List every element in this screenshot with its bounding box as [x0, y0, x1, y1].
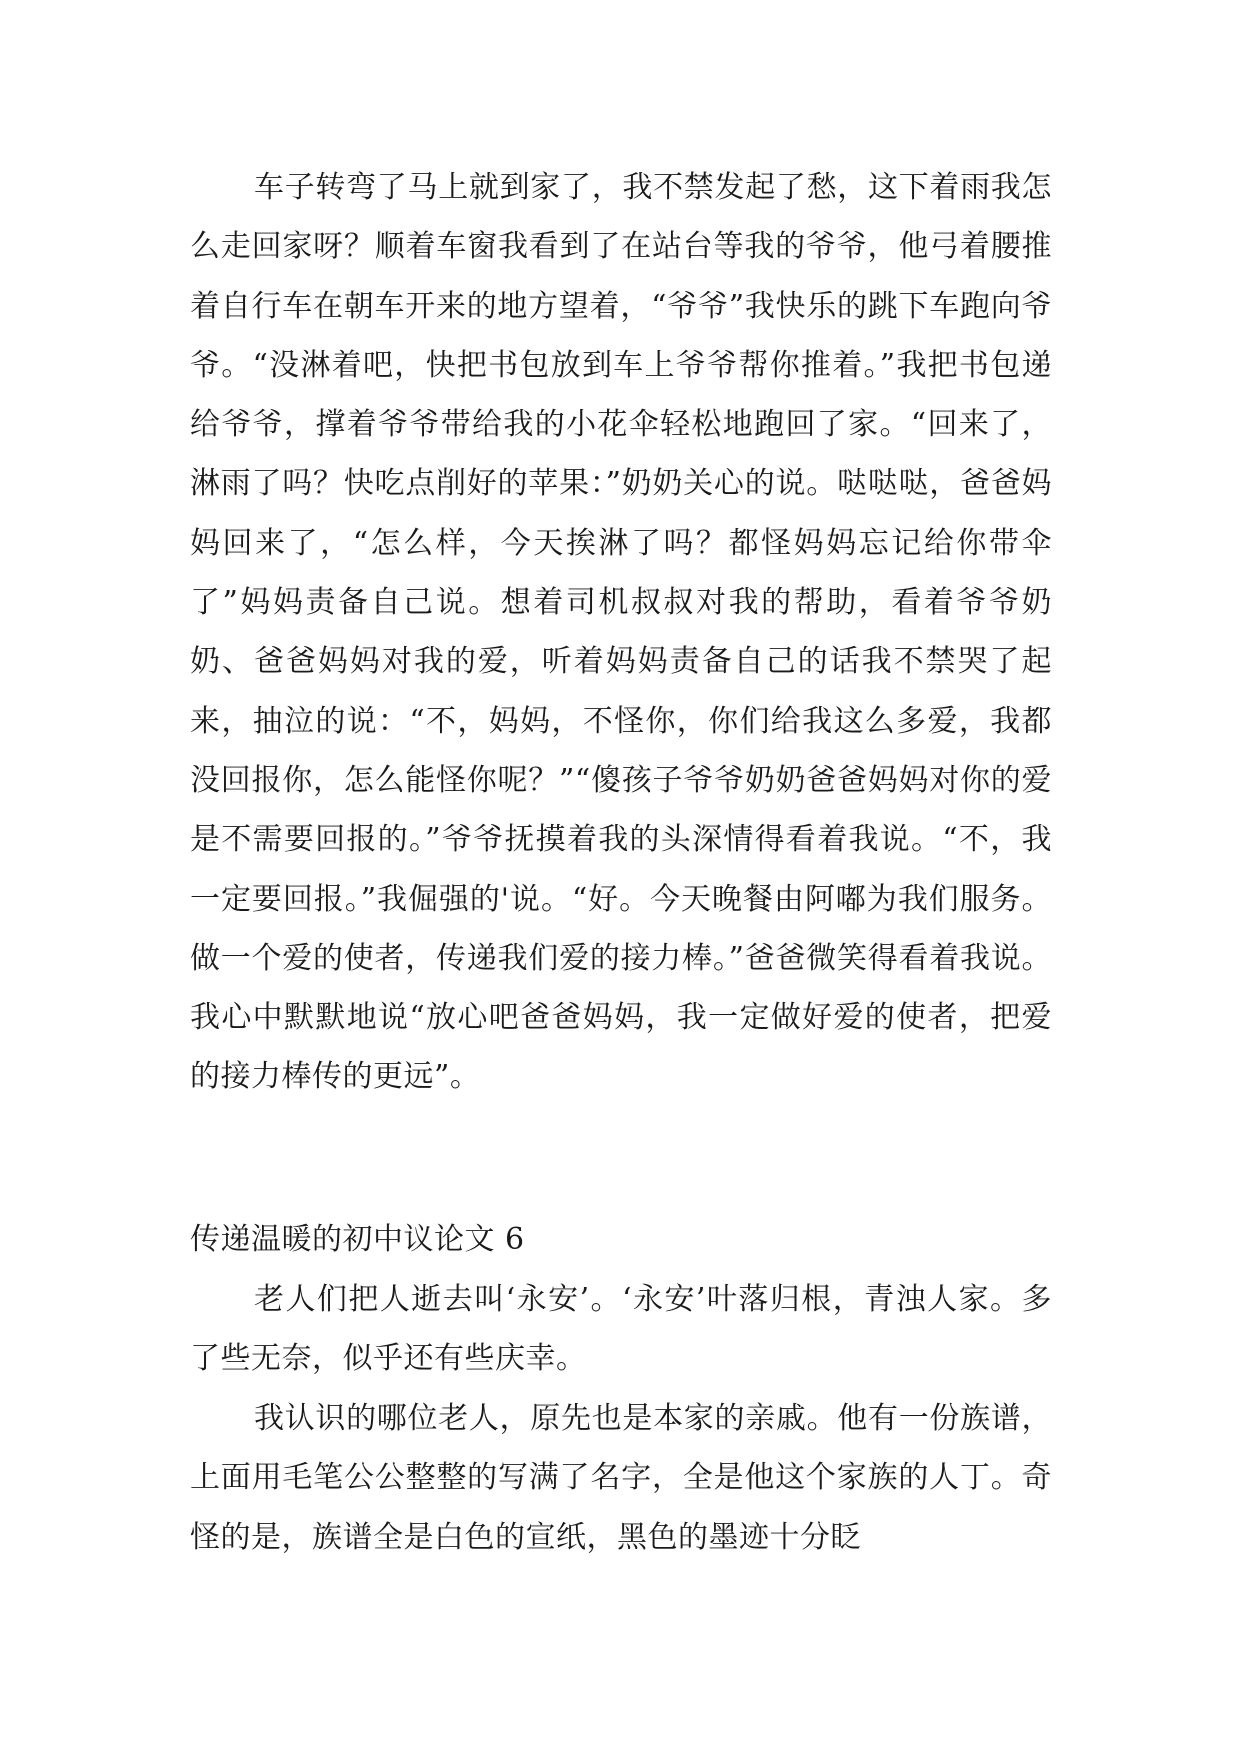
paragraph-old-man: 我认识的哪位老人，原先也是本家的亲戚。他有一份族谱，上面用毛笔公公整整的写满了名字，全是他这个家族的人丁。奇怪的是，族谱全是白色的宣纸，黑色的墨迹十分眨: [190, 1401, 1052, 1555]
paragraph-yongan: 老人们把人逝去叫‘永安’。‘永安’叶落归根，青浊人家。多了些无奈，似乎还有些庆幸。: [190, 1282, 1052, 1377]
paragraph-story-ending: 车子转弯了马上就到家了，我不禁发起了愁，这下着雨我怎么走回家呀？顺着车窗我看到了在站台等我的爷爷，他弓着腰推着自行车在朝车开来的地方望着，“爷爷”我快乐的跳下车跑向爷爷。“没淋着吧，快把书包放到车上爷爷帮你推着。”我把书包递给爷爷，撑着爷爷带给我的小花伞轻松地跑回了家。“回来了，淋雨了吗？快吃点削好的苹果：”奶奶关心的说。哒哒哒，爸爸妈妈回来了，“怎么样，今天挨淋了吗？都怪妈妈忘记给你带伞了”妈妈责备自己说。想着司机叔叔对我的帮助，看着爷爷奶奶、爸爸妈妈对我的爱，听着妈妈责备自己的话我不禁哭了起来，抽泣的说：“不，妈妈，不怪你，你们给我这么多爱，我都没回报你，怎么能怪你呢？”“傻孩子爷爷奶奶爸爸妈妈对你的爱是不需要回报的。”爷爷抚摸着我的头深情得看着我说。“不，我一定要回报。”我倔强的'说。“好。今天晚餐由阿嘟为我们服务。做一个爱的使者，传递我们爱的接力棒。”爸爸微笑得看着我说。我心中默默地说“放心吧爸爸妈妈，我一定做好爱的使者，把爱的接力棒传的更远”。: [190, 170, 1052, 1095]
essay-heading: 传递温暖的初中议论文 6: [190, 1222, 525, 1257]
